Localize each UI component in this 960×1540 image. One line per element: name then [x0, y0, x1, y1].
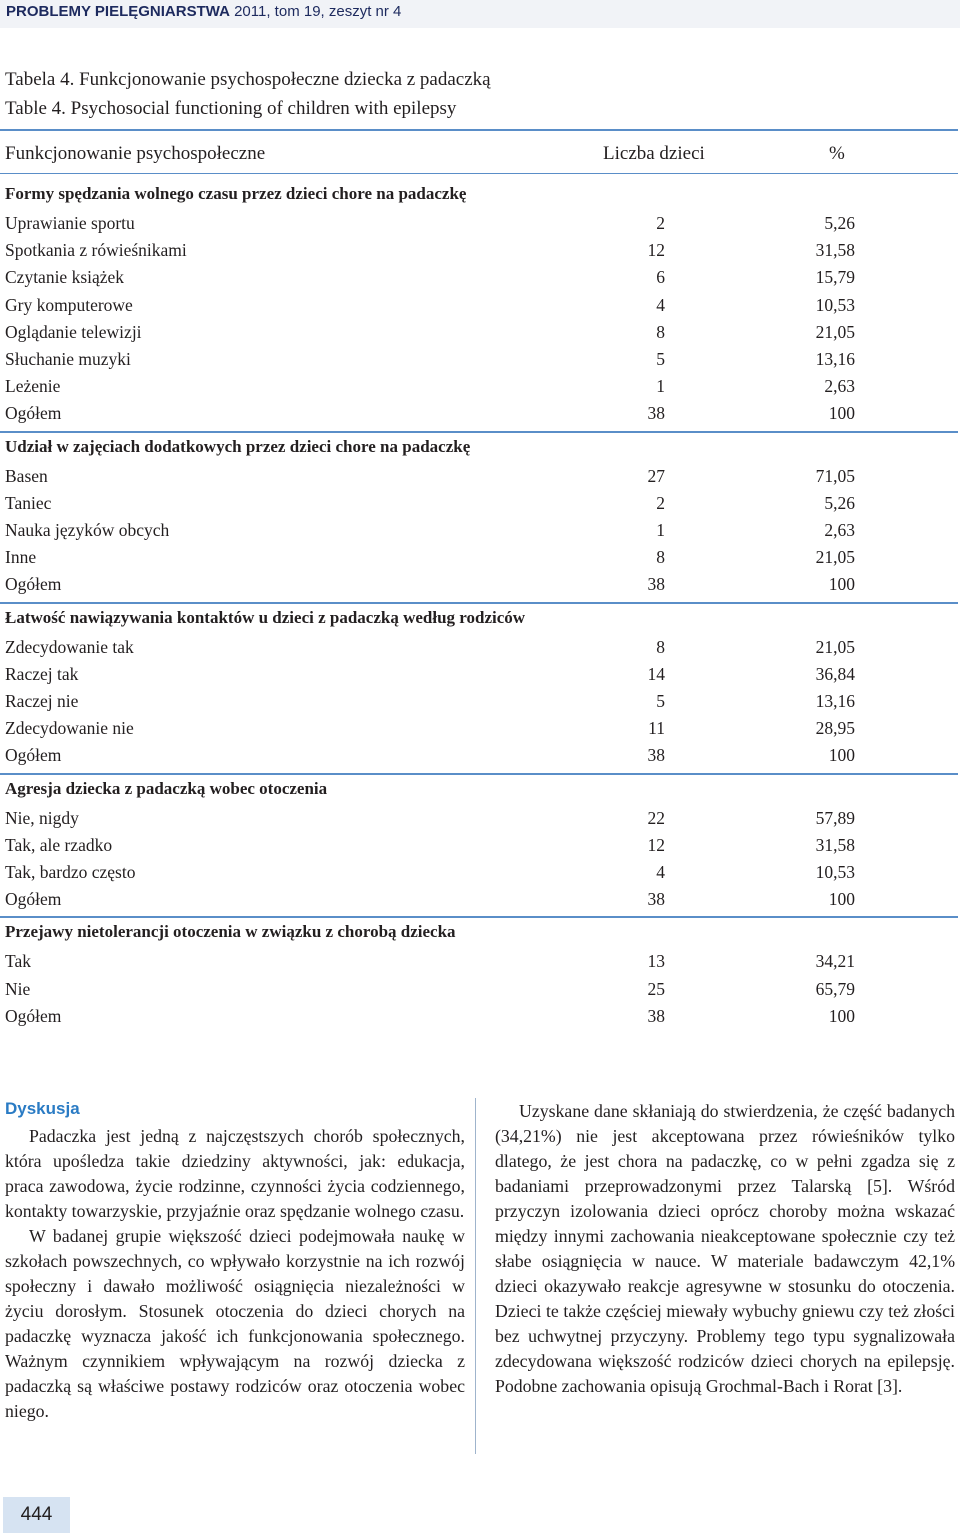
discussion-left-column — [5, 1124, 465, 1424]
row-count: 5 — [656, 691, 665, 711]
table-row — [5, 238, 855, 264]
row-count: 8 — [656, 547, 665, 568]
row-count: 11 — [648, 718, 665, 739]
table-row — [5, 662, 855, 688]
row-count: 38 — [647, 403, 665, 424]
row-label: Tak, ale rzadko — [5, 834, 113, 855]
row-count: 38 — [647, 745, 665, 766]
page-number: 444 — [3, 1497, 70, 1533]
row-count: 38 — [647, 574, 665, 595]
row-label: Nie, nigdy — [5, 807, 79, 828]
journal-name: PROBLEMY PIELĘGNIARSTWA — [6, 3, 230, 20]
row-label: Zdecydowanie tak — [5, 636, 134, 657]
row-count: 14 — [647, 663, 665, 684]
paragraph: Padaczka jest jedną z najczęstszych chorób społecznych, która upośledza takie dziedziny aktywności, jak: edukacja, praca zawodowa, życie rodzinne, czynności życia codziennego, kontakty towarzyskie, przyjaźnie oraz spędzanie wolnego czasu. — [5, 1126, 465, 1221]
row-count: 22 — [647, 807, 665, 828]
row-label: Taniec — [5, 492, 52, 513]
row-label: Spotkania z rówieśnikami — [5, 240, 187, 261]
row-label: Nie — [5, 978, 31, 999]
row-label: Ogółem — [5, 889, 62, 910]
column-divider — [475, 1098, 476, 1454]
row-percent: 100 — [828, 1005, 855, 1026]
row-percent: 5,26 — [824, 492, 855, 513]
section-rule — [0, 916, 958, 918]
table-row — [5, 211, 855, 237]
row-label: Słuchanie muzyki — [5, 349, 131, 369]
row-count: 1 — [656, 376, 665, 397]
row-count: 8 — [656, 636, 665, 657]
table-row — [5, 635, 855, 661]
row-percent: 100 — [828, 403, 855, 424]
row-label: Ogółem — [5, 403, 62, 424]
row-percent: 100 — [828, 574, 855, 595]
paragraph: Uzyskane dane skłaniają do stwierdzenia, że część badanych (34,21%) nie jest akceptowana przez rówieśników tylko dlatego, że jest chora na padaczkę, co w pełni zgadza się z badaniami przeprowadzonymi przez Talarską [5]. Wśród przyczyn izolowania dzieci oprócz choroby można wskazać między innymi zachowania nieakceptowane społecznie czy też słabe osiągnięcia w nauce. W materiale badawczym 42,1% dzieci okazywało reakcje agresywne w stosunku do otoczenia. Dzieci te także częściej miewały wybuchy gniewu czy też złości bez uchwytnej przyczyny. Problemy tego typu sygnalizowała zdecydowana większość rodziców dzieci chorych na epilepsję. Podobne zachowania opisują Grochmal-Bach i Rorat [3]. — [495, 1101, 955, 1396]
row-percent: 13,16 — [815, 691, 855, 711]
table-row — [5, 545, 855, 571]
row-percent: 5,26 — [824, 213, 855, 233]
row-label: Uprawianie sportu — [5, 213, 135, 233]
row-label: Czytanie książek — [5, 267, 125, 288]
table-top-rule — [0, 129, 958, 131]
table-caption-en: Table 4. Psychosocial functioning of children with epilepsy — [5, 98, 457, 119]
section-title: Agresja dziecka z padaczką wobec otoczenia — [5, 778, 328, 798]
row-count: 25 — [647, 978, 665, 999]
row-label: Inne — [5, 547, 37, 568]
row-label: Tak, bardzo często — [5, 862, 136, 882]
row-percent: 34,21 — [815, 951, 855, 972]
row-label: Basen — [5, 465, 48, 486]
row-percent: 21,05 — [815, 547, 855, 568]
row-count: 2 — [656, 213, 665, 233]
section-rule — [0, 602, 958, 604]
table-row — [5, 374, 855, 400]
table-row — [5, 320, 855, 346]
row-percent: 13,16 — [815, 349, 855, 369]
column-header-percent: % — [829, 143, 845, 164]
table-row — [5, 743, 855, 769]
row-percent: 10,53 — [815, 294, 855, 315]
table-caption-pl: Tabela 4. Funkcjonowanie psychospołeczne dziecka z padaczką — [5, 69, 491, 90]
table-row — [5, 887, 855, 913]
row-count: 5 — [656, 349, 665, 369]
table-row — [5, 265, 855, 291]
table-row — [5, 716, 855, 742]
row-label: Raczej tak — [5, 663, 79, 684]
section-title: Formy spędzania wolnego czasu przez dzieci chore na padaczkę — [5, 184, 467, 203]
table-row — [5, 860, 855, 886]
row-count: 12 — [647, 240, 665, 261]
table-row — [5, 518, 855, 544]
row-percent: 100 — [828, 889, 855, 910]
section-rule — [0, 431, 958, 433]
column-header-count: Liczba dzieci — [603, 143, 705, 164]
row-count: 13 — [647, 951, 665, 972]
row-percent: 28,95 — [815, 718, 855, 739]
section-title: Udział w zajęciach dodatkowych przez dzieci chore na padaczkę — [5, 436, 471, 456]
row-percent: 21,05 — [815, 321, 855, 342]
row-percent: 2,63 — [824, 520, 855, 540]
row-percent: 10,53 — [815, 862, 855, 882]
journal-header-text — [6, 3, 401, 20]
row-label: Raczej nie — [5, 691, 79, 711]
table-row — [5, 949, 855, 975]
row-label: Zdecydowanie nie — [5, 718, 134, 739]
table-row — [5, 347, 855, 373]
row-percent: 65,79 — [815, 978, 855, 999]
table-row — [5, 401, 855, 427]
table-row — [5, 1004, 855, 1030]
column-header-function: Funkcjonowanie psychospołeczne — [5, 143, 266, 164]
row-count: 1 — [656, 520, 665, 540]
row-percent: 15,79 — [815, 267, 855, 288]
row-label: Gry komputerowe — [5, 294, 133, 315]
table-row — [5, 464, 855, 490]
row-label: Nauka języków obcych — [5, 520, 170, 540]
row-count: 2 — [656, 492, 665, 513]
table-header-rule — [0, 173, 958, 174]
row-label: Ogółem — [5, 574, 62, 595]
row-count: 6 — [656, 267, 665, 288]
row-count: 38 — [647, 889, 665, 910]
row-count: 27 — [647, 465, 665, 486]
table-row — [5, 293, 855, 319]
row-label: Ogółem — [5, 1005, 62, 1026]
row-label: Leżenie — [5, 376, 61, 397]
row-percent: 21,05 — [815, 636, 855, 657]
discussion-heading: Dyskusja — [5, 1099, 80, 1118]
table-row — [5, 977, 855, 1003]
table-row — [5, 572, 855, 598]
row-percent: 57,89 — [815, 807, 855, 828]
journal-issue: 2011, tom 19, zeszyt nr 4 — [234, 3, 402, 20]
table-row — [5, 491, 855, 517]
row-percent: 31,58 — [815, 834, 855, 855]
row-count: 4 — [656, 294, 665, 315]
section-title: Łatwość nawiązywania kontaktów u dzieci z padaczką według rodziców — [5, 607, 526, 627]
discussion-right-column — [495, 1099, 955, 1399]
table-row — [5, 689, 855, 715]
row-percent: 36,84 — [815, 663, 855, 684]
row-percent: 31,58 — [815, 240, 855, 261]
journal-header — [0, 0, 960, 28]
row-count: 8 — [656, 321, 665, 342]
section-rule — [0, 773, 958, 775]
row-label: Ogółem — [5, 745, 62, 766]
row-count: 38 — [647, 1005, 665, 1026]
row-percent: 71,05 — [815, 465, 855, 486]
table-row — [5, 806, 855, 832]
table-row — [5, 833, 855, 859]
row-count: 12 — [647, 834, 665, 855]
row-label: Oglądanie telewizji — [5, 321, 142, 342]
row-label: Tak — [5, 951, 31, 972]
row-count: 4 — [656, 862, 665, 882]
paragraph: W badanej grupie większość dzieci podejmowała naukę w szkołach powszechnych, co wpływało korzystnie na ich rozwój społeczny i dawało możliwość osiągnięcia niezależności w życiu dorosłym. Stosunek otoczenia do dzieci chorych na padaczkę wyznacza jakość ich funkcjonowania społecznego. Ważnym czynnikiem wpływającym na rozwój dziecka z padaczką są właściwe postawy rodziców oraz otoczenia wobec niego. — [5, 1226, 465, 1421]
section-title: Przejawy nietolerancji otoczenia w związku z chorobą dziecka — [5, 922, 456, 942]
row-percent: 2,63 — [824, 376, 855, 397]
row-percent: 100 — [828, 745, 855, 766]
